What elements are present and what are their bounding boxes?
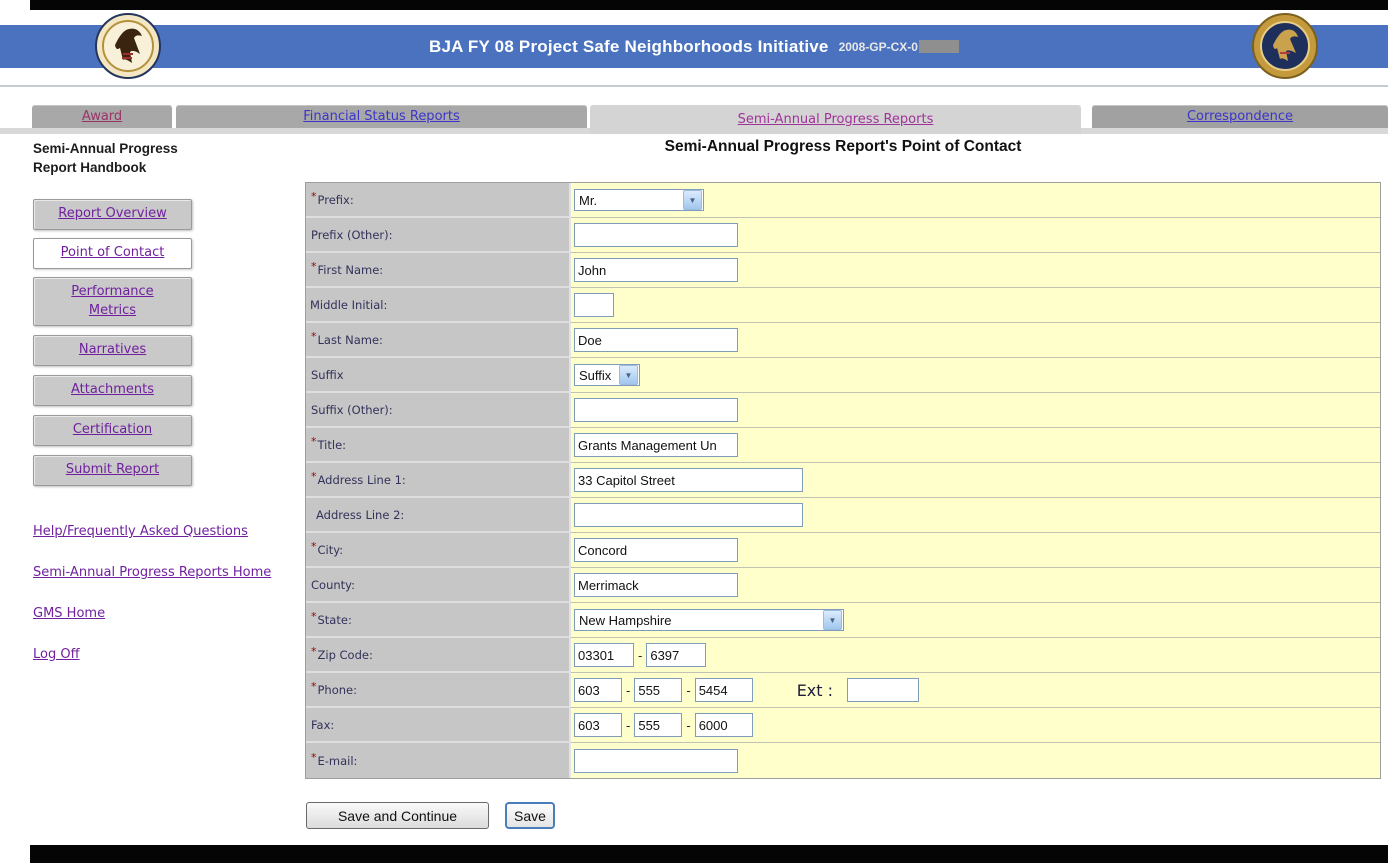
field-label: Suffix (Other): bbox=[311, 402, 393, 417]
title-input[interactable] bbox=[574, 433, 738, 457]
sidebar-item-narratives[interactable] bbox=[33, 335, 192, 366]
bottom-black-bar bbox=[30, 845, 1388, 863]
row-zip-code bbox=[306, 638, 1380, 673]
tab-semi-annual-label[interactable]: Semi-Annual Progress Reports bbox=[737, 112, 934, 127]
middle-initial-input[interactable] bbox=[574, 293, 614, 317]
field-label: City: bbox=[317, 542, 344, 557]
row-last-name bbox=[306, 323, 1380, 358]
address-line-2-input[interactable] bbox=[574, 503, 803, 527]
header-divider bbox=[0, 85, 1388, 87]
tab-award[interactable] bbox=[32, 105, 172, 128]
tab-award-label[interactable]: Award bbox=[81, 109, 123, 124]
link-semi-annual-home[interactable] bbox=[33, 563, 271, 581]
fax-area-input[interactable] bbox=[574, 713, 622, 737]
link-label[interactable]: Log Off bbox=[33, 647, 80, 662]
top-black-bar bbox=[30, 0, 1388, 10]
chevron-down-icon[interactable]: ▼ bbox=[619, 365, 638, 385]
field-label: Fax: bbox=[311, 717, 335, 732]
sidebar-item-performance-metrics[interactable] bbox=[33, 277, 192, 326]
sidebar-item-submit-report[interactable] bbox=[33, 455, 192, 486]
row-fax bbox=[306, 708, 1380, 743]
prefix-other-input[interactable] bbox=[574, 223, 738, 247]
sidebar-item-label[interactable]: Narratives bbox=[78, 342, 147, 358]
prefix-select-value: Mr. bbox=[579, 192, 598, 208]
sidebar-item-point-of-contact[interactable] bbox=[33, 238, 192, 269]
row-phone bbox=[306, 673, 1380, 708]
state-select-value: New Hampshire bbox=[579, 612, 672, 628]
sidebar-item-label[interactable]: Point of Contact bbox=[60, 245, 165, 261]
tab-financial-status-reports[interactable] bbox=[176, 105, 587, 128]
zip-plus4-input[interactable] bbox=[646, 643, 706, 667]
contact-form-table bbox=[305, 182, 1381, 779]
row-suffix bbox=[306, 358, 1380, 393]
dash-separator: - bbox=[626, 717, 631, 733]
chevron-down-icon[interactable]: ▼ bbox=[823, 610, 842, 630]
phone-prefix-input[interactable] bbox=[634, 678, 682, 702]
required-marker: * bbox=[311, 610, 317, 623]
ext-label: Ext : bbox=[796, 680, 834, 700]
row-address-line-2 bbox=[306, 498, 1380, 533]
link-gms-home[interactable] bbox=[33, 604, 105, 622]
sidebar-item-label[interactable]: Performance Metrics bbox=[71, 283, 154, 318]
tab-financial-label[interactable]: Financial Status Reports bbox=[303, 109, 460, 124]
suffix-select-value: Suffix bbox=[579, 367, 612, 383]
required-marker: * bbox=[311, 751, 317, 764]
dash-separator: - bbox=[686, 717, 691, 733]
tab-correspondence[interactable] bbox=[1092, 105, 1388, 128]
field-label: Address Line 2: bbox=[316, 507, 405, 522]
row-first-name bbox=[306, 253, 1380, 288]
sidebar-item-label[interactable]: Report Overview bbox=[58, 206, 167, 222]
form-actions bbox=[306, 802, 555, 829]
row-state bbox=[306, 603, 1380, 638]
tab-correspondence-label[interactable]: Correspondence bbox=[1186, 109, 1294, 124]
required-marker: * bbox=[311, 435, 317, 448]
sidebar-heading: Semi-Annual Progress Report Handbook bbox=[33, 141, 178, 175]
zip-code-input[interactable] bbox=[574, 643, 634, 667]
chevron-down-icon[interactable]: ▼ bbox=[683, 190, 702, 210]
ojp-seal-logo bbox=[1252, 13, 1318, 79]
row-suffix-other bbox=[306, 393, 1380, 428]
sidebar-item-label[interactable]: Certification bbox=[72, 422, 153, 438]
row-address-line-1 bbox=[306, 463, 1380, 498]
field-label: Suffix bbox=[311, 367, 344, 382]
row-middle-initial bbox=[306, 288, 1380, 323]
link-label[interactable]: Semi-Annual Progress Reports Home bbox=[33, 565, 272, 580]
address-line-1-input[interactable] bbox=[574, 468, 803, 492]
required-marker: * bbox=[311, 330, 317, 343]
field-label: Prefix (Other): bbox=[311, 227, 393, 242]
required-marker: * bbox=[311, 680, 317, 693]
phone-line-input[interactable] bbox=[695, 678, 753, 702]
row-county bbox=[306, 568, 1380, 603]
row-city bbox=[306, 533, 1380, 568]
required-marker: * bbox=[311, 260, 317, 273]
field-label: Title: bbox=[317, 437, 347, 452]
page-title: Semi-Annual Progress Report's Point of Contact bbox=[664, 138, 1022, 155]
dash-separator: - bbox=[638, 647, 643, 663]
state-select[interactable] bbox=[574, 609, 844, 631]
sidebar-item-certification[interactable] bbox=[33, 415, 192, 446]
city-input[interactable] bbox=[574, 538, 738, 562]
link-label[interactable]: GMS Home bbox=[33, 606, 106, 621]
sidebar-item-label[interactable]: Submit Report bbox=[65, 462, 160, 478]
link-label[interactable]: Help/Frequently Asked Questions bbox=[33, 524, 248, 539]
row-prefix bbox=[306, 183, 1380, 218]
field-label: Prefix: bbox=[317, 192, 354, 207]
dash-separator: - bbox=[626, 682, 631, 698]
fax-prefix-input[interactable] bbox=[634, 713, 682, 737]
phone-ext-input[interactable] bbox=[847, 678, 919, 702]
app-title: BJA FY 08 Project Safe Neighborhoods Initiative bbox=[429, 36, 829, 56]
save-button[interactable]: Save bbox=[505, 802, 555, 829]
row-title bbox=[306, 428, 1380, 463]
county-input[interactable] bbox=[574, 573, 738, 597]
suffix-other-input[interactable] bbox=[574, 398, 738, 422]
required-marker: * bbox=[311, 190, 317, 203]
header-banner bbox=[0, 25, 1388, 68]
field-label: First Name: bbox=[317, 262, 384, 277]
field-label: Zip Code: bbox=[317, 647, 373, 662]
row-email bbox=[306, 743, 1380, 778]
row-prefix-other bbox=[306, 218, 1380, 253]
field-label: E-mail: bbox=[317, 753, 358, 768]
field-label: Phone: bbox=[317, 682, 357, 697]
field-label: Last Name: bbox=[317, 332, 383, 347]
fax-line-input[interactable] bbox=[695, 713, 753, 737]
sidebar-item-label[interactable]: Attachments bbox=[71, 382, 154, 398]
first-name-input[interactable] bbox=[574, 258, 738, 282]
required-marker: * bbox=[311, 645, 317, 658]
link-help-faq[interactable] bbox=[33, 522, 248, 540]
required-marker: * bbox=[311, 540, 317, 553]
suffix-select[interactable] bbox=[574, 364, 640, 386]
field-label: Address Line 1: bbox=[317, 472, 406, 487]
prefix-select[interactable] bbox=[574, 189, 704, 211]
field-label: State: bbox=[317, 612, 352, 627]
sidebar-item-attachments[interactable] bbox=[33, 375, 192, 406]
save-and-continue-button[interactable]: Save and Continue bbox=[306, 802, 489, 829]
field-label: County: bbox=[311, 577, 355, 592]
tab-semi-annual-progress-reports[interactable] bbox=[590, 105, 1081, 134]
required-marker: * bbox=[311, 470, 317, 483]
doj-seal-logo bbox=[95, 13, 161, 79]
phone-area-input[interactable] bbox=[574, 678, 622, 702]
last-name-input[interactable] bbox=[574, 328, 738, 352]
sidebar-item-report-overview[interactable] bbox=[33, 199, 192, 230]
dash-separator: - bbox=[686, 682, 691, 698]
field-label: Middle Initial: bbox=[310, 297, 388, 312]
grant-number-redaction bbox=[919, 40, 959, 53]
email-input[interactable] bbox=[574, 749, 738, 773]
link-log-off[interactable] bbox=[33, 645, 80, 663]
grant-number: 2008-GP-CX-0 bbox=[838, 39, 918, 54]
